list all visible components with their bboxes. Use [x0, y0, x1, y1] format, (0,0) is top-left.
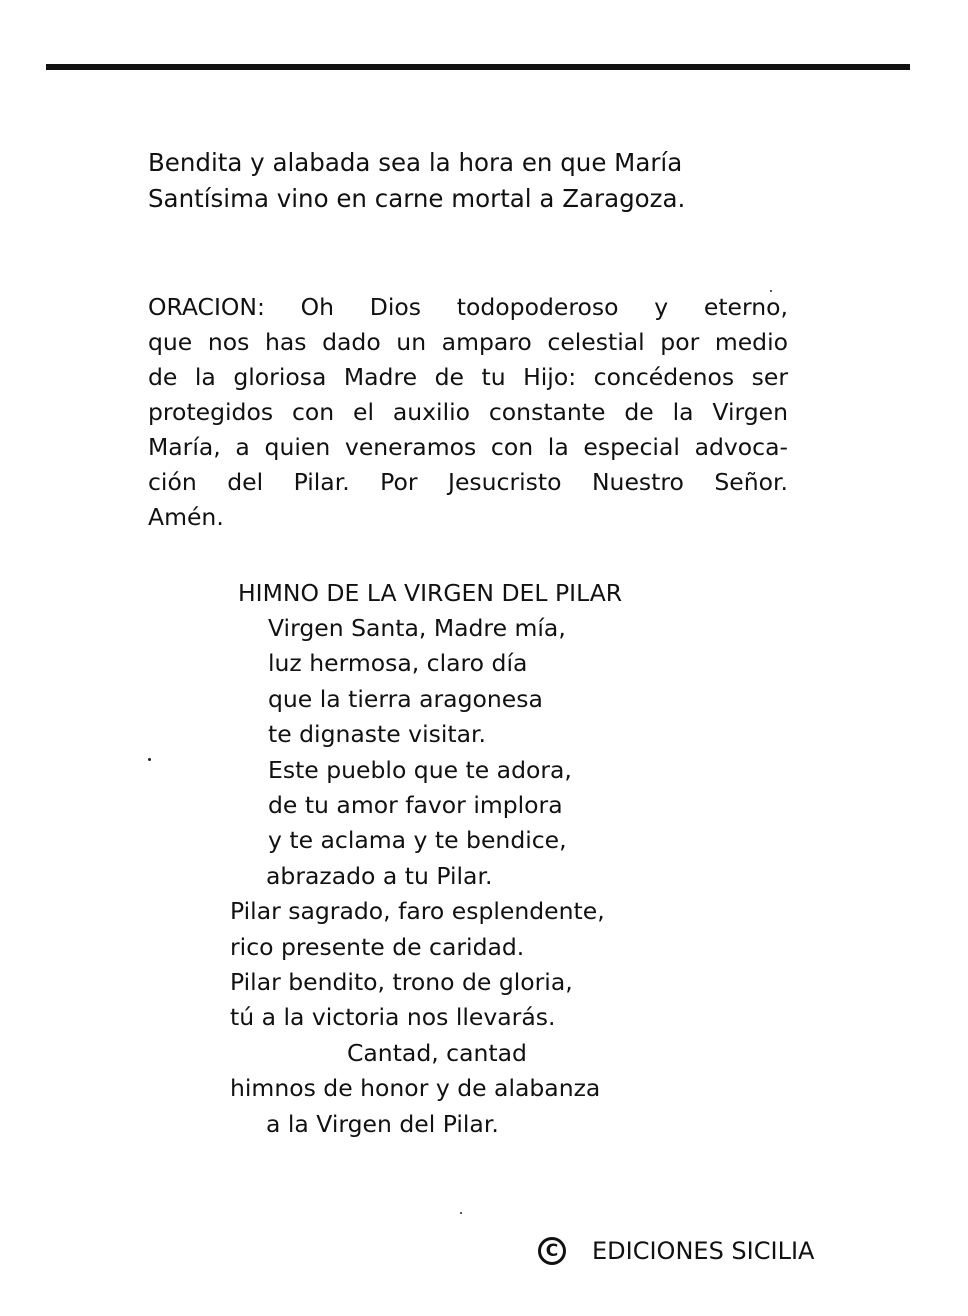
prayer-line: que nos has dado un amparo celestial por medio — [148, 328, 788, 356]
hymn-line: Virgen Santa, Madre mía, — [268, 614, 566, 642]
prayer-line: ción del Pilar. Por Jesucristo Nuestro Señor. — [148, 468, 788, 496]
prayer-line: María, a quien veneramos con la especial advoca- — [148, 433, 788, 461]
publisher-footer — [538, 1234, 814, 1268]
scan-speck — [770, 290, 772, 292]
intro-line: Santísima vino en carne mortal a Zaragoza. — [148, 184, 686, 213]
hymn-chorus-line: himnos de honor y de alabanza — [230, 1074, 601, 1103]
hymn-chorus-line: Pilar bendito, trono de gloria, — [230, 968, 573, 997]
hymn-chorus-line: rico presente de caridad. — [230, 932, 525, 961]
hymn-chorus-line: a la Virgen del Pilar. — [266, 1109, 499, 1138]
intro-text — [148, 145, 788, 217]
hymn-chorus-line: Pilar sagrado, faro esplendente, — [230, 897, 605, 926]
hymn-line: que la tierra aragonesa — [268, 684, 543, 713]
hymn-line: te dignaste visitar. — [268, 720, 486, 749]
scan-speck — [148, 758, 151, 761]
hymn-line: y te aclama y te bendice, — [268, 826, 567, 855]
top-rule — [46, 64, 910, 70]
copyright-icon: C — [538, 1237, 566, 1265]
scan-speck — [460, 1212, 462, 1214]
hymn-title: HIMNO DE LA VIRGEN DEL PILAR — [238, 579, 623, 607]
hymn-chorus-line: tú a la victoria nos llevarás. — [230, 1003, 556, 1032]
hymn-text — [230, 611, 605, 1142]
hymn-line: de tu amor favor implora — [268, 791, 563, 820]
publisher-name: EDICIONES SICILIA — [592, 1237, 815, 1265]
hymn-line: abrazado a tu Pilar. — [266, 861, 493, 890]
prayer-line: protegidos con el auxilio constante de la Virgen — [148, 398, 788, 426]
prayer-line: Amén. — [148, 503, 224, 531]
prayer-text — [148, 290, 788, 535]
hymn-line: luz hermosa, claro día — [268, 649, 528, 678]
prayer-line: ORACION: Oh Dios todopoderoso y eterno, — [148, 293, 788, 321]
hymn-line: Este pueblo que te adora, — [268, 755, 572, 784]
intro-line: Bendita y alabada sea la hora en que María — [148, 148, 683, 177]
hymn-chorus-line: Cantad, cantad — [347, 1038, 527, 1067]
prayer-line: de la gloriosa Madre de tu Hijo: concédenos ser — [148, 363, 788, 391]
